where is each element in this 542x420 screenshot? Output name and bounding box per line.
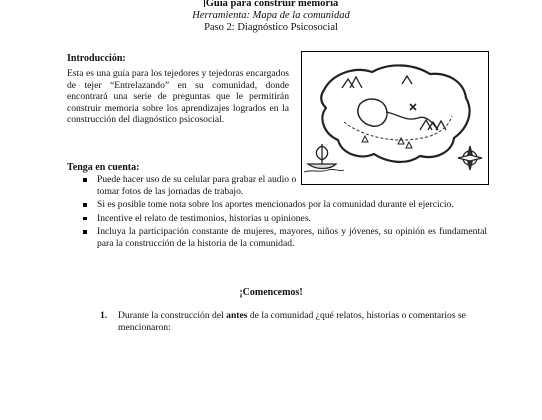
ship-icon [304,144,344,172]
list-item: Puede hacer uso de su celular para grabar el audio o tomar fotos de las jornadas de trabajo. [67,174,297,197]
list-item: Incentive el relato de testimonios, historias u opiniones. [67,213,487,225]
document-header [0,0,542,34]
list-item: Incluya la participación constante de mujeres, mayores, niños y jóvenes, su opinión es fundamental para la construcción de la historia de la comunidad. [67,226,487,249]
guide-title: Guía para construir memoria [0,0,542,10]
introduction-text: Esta es una guía para los tejedores y tejedoras encargados de tejer “Entrelazando” en su comunidad, donde encontrará una serie de preguntas que le permitirán construir memoria sobre los aprendizajes logrados en la construcción del diagnóstico psicosocial. [67,68,289,125]
lets-begin-heading: ¡Comencemos! [239,287,303,298]
treasure-map-illustration [301,51,489,185]
question-number: 1. [100,310,108,321]
compass-rose-icon [458,146,482,170]
question-emphasis: antes [226,310,248,321]
list-item: Si es posible tome nota sobre los aportes mencionados por la comunidad durante el ejercicio. [67,199,487,211]
step-label: Paso 2: Diagnóstico Psicosocial [204,22,338,33]
notes-heading: Tenga en cuenta: [67,162,140,173]
introduction-heading: Introducción: [67,53,126,64]
text-cursor [204,0,205,7]
question-1 [100,310,485,333]
tool-subtitle: Herramienta: Mapa de la comunidad [192,10,350,21]
question-text: Durante la construcción del antes de la comunidad ¿qué relatos, historias o comentarios se mencionaron: [118,310,466,333]
notes-list [67,174,487,251]
island-icon [321,65,469,162]
